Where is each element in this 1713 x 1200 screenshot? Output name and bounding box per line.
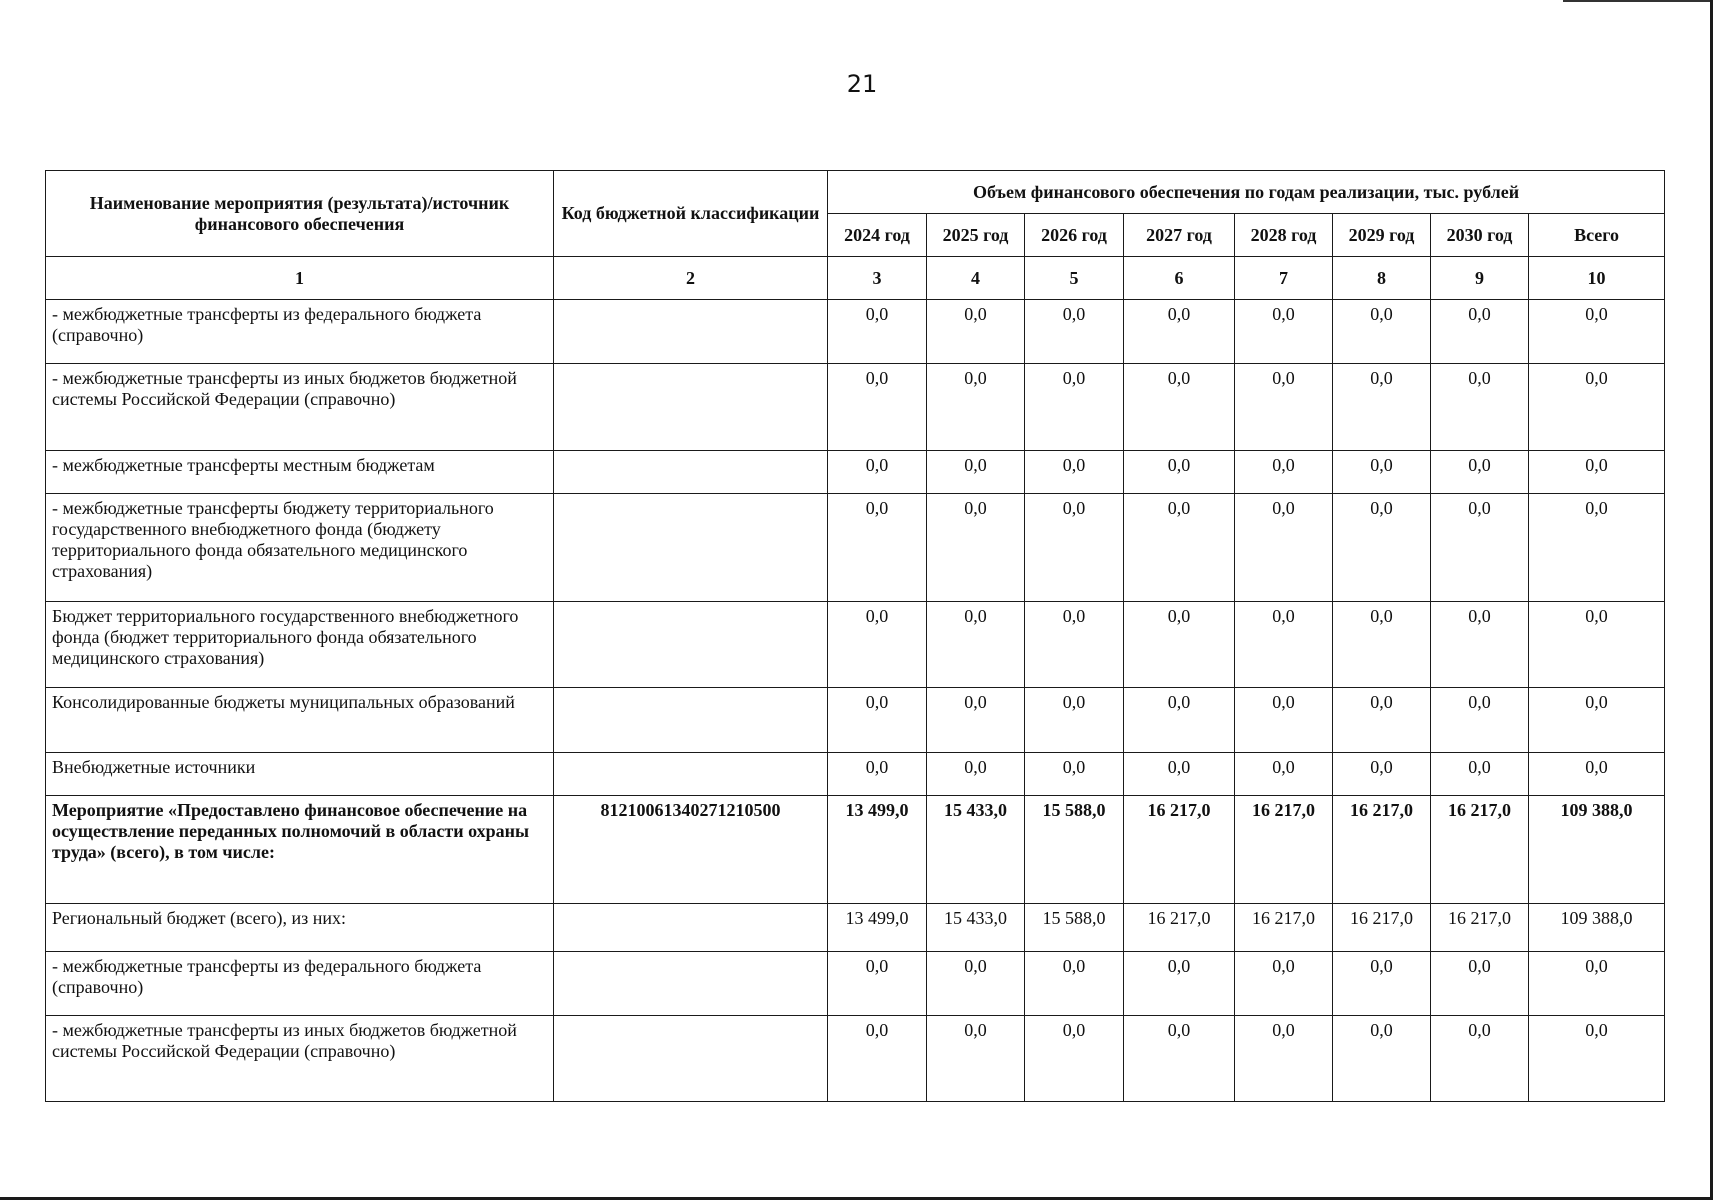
row-year-value: 0,0 <box>828 494 927 602</box>
row-year-value: 15 433,0 <box>927 904 1025 952</box>
row-year-value: 0,0 <box>1124 602 1235 688</box>
column-number: 8 <box>1333 257 1431 300</box>
row-total-value: 0,0 <box>1529 602 1665 688</box>
row-year-value: 0,0 <box>1025 1016 1124 1102</box>
row-year-value: 0,0 <box>1235 451 1333 494</box>
row-year-value: 0,0 <box>1025 753 1124 796</box>
row-year-value: 0,0 <box>1025 688 1124 753</box>
header-total: Всего <box>1529 214 1665 257</box>
row-year-value: 0,0 <box>1124 952 1235 1016</box>
row-year-value: 0,0 <box>1025 364 1124 451</box>
scan-corner-line <box>1563 0 1713 2</box>
row-year-value: 0,0 <box>1431 952 1529 1016</box>
row-year-value: 0,0 <box>828 300 927 364</box>
row-year-value: 0,0 <box>1124 364 1235 451</box>
row-year-value: 0,0 <box>927 364 1025 451</box>
row-year-value: 16 217,0 <box>1235 796 1333 904</box>
row-year-value: 0,0 <box>927 952 1025 1016</box>
row-year-value: 16 217,0 <box>1333 796 1431 904</box>
row-year-value: 0,0 <box>1333 952 1431 1016</box>
row-year-value: 16 217,0 <box>1431 904 1529 952</box>
table-row <box>46 904 1665 952</box>
row-name: - межбюджетные трансферты из иных бюджетов бюджетной системы Российской Федерации (справочно) <box>46 1016 554 1102</box>
row-year-value: 15 588,0 <box>1025 796 1124 904</box>
row-total-value: 109 388,0 <box>1529 796 1665 904</box>
row-budget-code <box>554 753 828 796</box>
row-year-value: 0,0 <box>927 1016 1025 1102</box>
row-year-value: 0,0 <box>1124 451 1235 494</box>
row-year-value: 0,0 <box>1235 1016 1333 1102</box>
row-year-value: 0,0 <box>1431 300 1529 364</box>
row-year-value: 13 499,0 <box>828 796 927 904</box>
row-year-value: 0,0 <box>1333 1016 1431 1102</box>
column-number: 1 <box>46 257 554 300</box>
row-year-value: 0,0 <box>927 451 1025 494</box>
row-total-value: 0,0 <box>1529 753 1665 796</box>
row-year-value: 0,0 <box>1431 602 1529 688</box>
row-year-value: 0,0 <box>1235 688 1333 753</box>
row-name: - межбюджетные трансферты из иных бюджетов бюджетной системы Российской Федерации (справочно) <box>46 364 554 451</box>
row-year-value: 0,0 <box>1431 494 1529 602</box>
row-year-value: 0,0 <box>1333 753 1431 796</box>
row-year-value: 0,0 <box>1431 688 1529 753</box>
row-year-value: 0,0 <box>1235 952 1333 1016</box>
header-year: 2030 год <box>1431 214 1529 257</box>
table-row <box>46 494 1665 602</box>
row-year-value: 0,0 <box>1333 300 1431 364</box>
row-year-value: 0,0 <box>1235 602 1333 688</box>
row-name: - межбюджетные трансферты бюджету территориального государственного внебюджетного фонда (бюджету территориального фонда обязательного медицинского страхования) <box>46 494 554 602</box>
column-number-row <box>46 257 1665 300</box>
table-row <box>46 753 1665 796</box>
column-number: 10 <box>1529 257 1665 300</box>
row-year-value: 0,0 <box>1025 300 1124 364</box>
table-row <box>46 1016 1665 1102</box>
row-year-value: 0,0 <box>1235 364 1333 451</box>
header-row-1 <box>46 171 1665 214</box>
page-number: 21 <box>846 70 878 98</box>
row-budget-code <box>554 602 828 688</box>
header-year: 2024 год <box>828 214 927 257</box>
row-name: Консолидированные бюджеты муниципальных образований <box>46 688 554 753</box>
row-budget-code: 81210061340271210500 <box>554 796 828 904</box>
row-year-value: 0,0 <box>1124 300 1235 364</box>
row-name: Мероприятие «Предоставлено финансовое обеспечение на осуществление переданных полномочий в области охраны труда» (всего), в том числе: <box>46 796 554 904</box>
column-number: 6 <box>1124 257 1235 300</box>
row-name: Бюджет территориального государственного внебюджетного фонда (бюджет территориального фонда обязательного медицинского страхования) <box>46 602 554 688</box>
column-number: 5 <box>1025 257 1124 300</box>
financing-table <box>45 170 1665 1102</box>
row-year-value: 0,0 <box>1025 602 1124 688</box>
row-budget-code <box>554 494 828 602</box>
row-year-value: 0,0 <box>927 602 1025 688</box>
row-year-value: 0,0 <box>1124 1016 1235 1102</box>
column-number: 3 <box>828 257 927 300</box>
row-year-value: 0,0 <box>1431 753 1529 796</box>
row-name: - межбюджетные трансферты из федерального бюджета (справочно) <box>46 300 554 364</box>
header-year: 2025 год <box>927 214 1025 257</box>
row-year-value: 0,0 <box>1124 688 1235 753</box>
header-year: 2029 год <box>1333 214 1431 257</box>
row-budget-code <box>554 451 828 494</box>
row-year-value: 0,0 <box>1124 494 1235 602</box>
row-year-value: 0,0 <box>1333 688 1431 753</box>
row-year-value: 0,0 <box>828 451 927 494</box>
row-year-value: 0,0 <box>828 364 927 451</box>
row-year-value: 16 217,0 <box>1333 904 1431 952</box>
row-year-value: 0,0 <box>1333 494 1431 602</box>
row-year-value: 0,0 <box>1025 494 1124 602</box>
row-year-value: 0,0 <box>927 688 1025 753</box>
header-code-column: Код бюджетной классификации <box>554 171 828 257</box>
row-total-value: 0,0 <box>1529 494 1665 602</box>
row-year-value: 0,0 <box>927 494 1025 602</box>
row-budget-code <box>554 364 828 451</box>
table-row <box>46 952 1665 1016</box>
row-total-value: 0,0 <box>1529 451 1665 494</box>
row-budget-code <box>554 1016 828 1102</box>
row-year-value: 0,0 <box>1431 451 1529 494</box>
table-row <box>46 688 1665 753</box>
column-number: 4 <box>927 257 1025 300</box>
row-year-value: 15 433,0 <box>927 796 1025 904</box>
row-budget-code <box>554 952 828 1016</box>
header-name-column: Наименование мероприятия (результата)/источник финансового обеспечения <box>46 171 554 257</box>
row-year-value: 0,0 <box>1235 753 1333 796</box>
row-total-value: 0,0 <box>1529 300 1665 364</box>
row-year-value: 0,0 <box>1431 1016 1529 1102</box>
row-year-value: 16 217,0 <box>1431 796 1529 904</box>
row-year-value: 0,0 <box>1124 753 1235 796</box>
table-row <box>46 796 1665 904</box>
row-year-value: 16 217,0 <box>1124 796 1235 904</box>
column-number: 2 <box>554 257 828 300</box>
row-name: - межбюджетные трансферты местным бюджетам <box>46 451 554 494</box>
row-year-value: 0,0 <box>828 952 927 1016</box>
row-total-value: 109 388,0 <box>1529 904 1665 952</box>
row-year-value: 0,0 <box>927 753 1025 796</box>
table-row <box>46 364 1665 451</box>
row-year-value: 16 217,0 <box>1124 904 1235 952</box>
row-year-value: 0,0 <box>1235 300 1333 364</box>
table-row <box>46 300 1665 364</box>
row-year-value: 0,0 <box>828 602 927 688</box>
row-budget-code <box>554 688 828 753</box>
row-year-value: 0,0 <box>1025 451 1124 494</box>
header-financing-group: Объем финансового обеспечения по годам реализации, тыс. рублей <box>828 171 1665 214</box>
row-budget-code <box>554 300 828 364</box>
row-year-value: 15 588,0 <box>1025 904 1124 952</box>
row-total-value: 0,0 <box>1529 364 1665 451</box>
row-total-value: 0,0 <box>1529 952 1665 1016</box>
row-name: Внебюджетные источники <box>46 753 554 796</box>
row-name: - межбюджетные трансферты из федерального бюджета (справочно) <box>46 952 554 1016</box>
row-year-value: 16 217,0 <box>1235 904 1333 952</box>
column-number: 7 <box>1235 257 1333 300</box>
row-name: Региональный бюджет (всего), из них: <box>46 904 554 952</box>
row-budget-code <box>554 904 828 952</box>
table-row <box>46 602 1665 688</box>
row-total-value: 0,0 <box>1529 1016 1665 1102</box>
row-year-value: 0,0 <box>1333 364 1431 451</box>
row-year-value: 0,0 <box>1025 952 1124 1016</box>
row-year-value: 13 499,0 <box>828 904 927 952</box>
row-total-value: 0,0 <box>1529 688 1665 753</box>
row-year-value: 0,0 <box>1333 602 1431 688</box>
header-year: 2026 год <box>1025 214 1124 257</box>
row-year-value: 0,0 <box>1431 364 1529 451</box>
row-year-value: 0,0 <box>1333 451 1431 494</box>
column-number: 9 <box>1431 257 1529 300</box>
table-row <box>46 451 1665 494</box>
row-year-value: 0,0 <box>927 300 1025 364</box>
row-year-value: 0,0 <box>828 753 927 796</box>
row-year-value: 0,0 <box>828 688 927 753</box>
row-year-value: 0,0 <box>828 1016 927 1102</box>
row-year-value: 0,0 <box>1235 494 1333 602</box>
header-year: 2028 год <box>1235 214 1333 257</box>
header-year: 2027 год <box>1124 214 1235 257</box>
